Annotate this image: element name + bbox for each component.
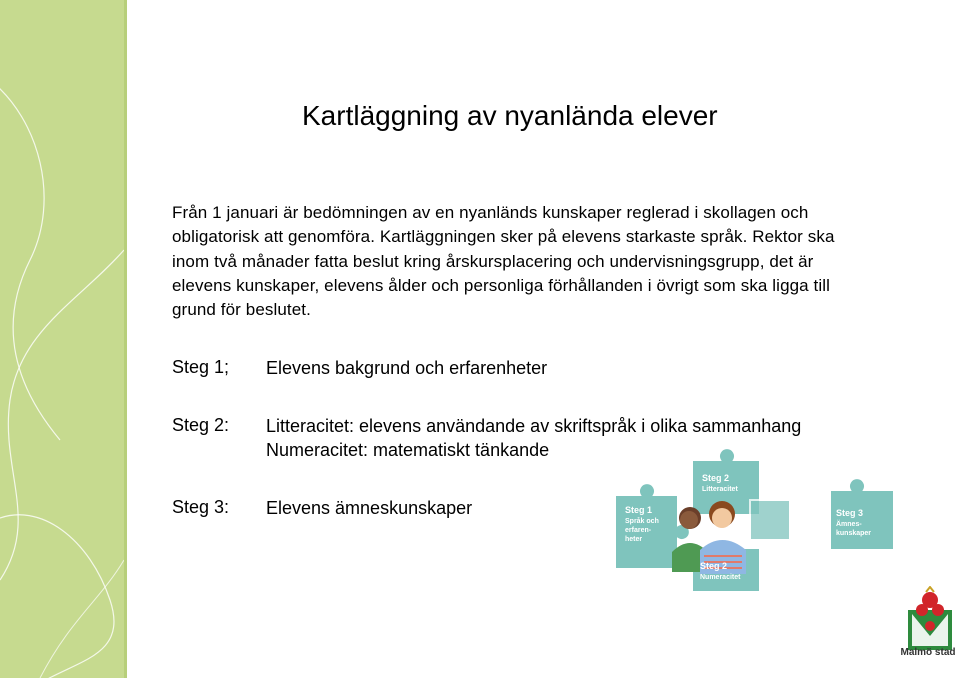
puzzle-illustration bbox=[600, 440, 910, 600]
step-2-label: Steg 2: bbox=[172, 415, 230, 435]
piece4-sub1: Ämnes- bbox=[836, 521, 862, 528]
piece3-title: Steg 2 bbox=[700, 561, 728, 571]
step-2-literacy-text: Litteracitet: elevens användande av skriftspråk i olika sammanhang bbox=[266, 416, 802, 436]
decorative-sidebar bbox=[0, 0, 124, 678]
step-1-text: Elevens bakgrund och erfarenheter bbox=[266, 358, 548, 378]
step-1-label: Steg 1; bbox=[172, 357, 230, 377]
piece4-sub2: kunskaper bbox=[836, 530, 872, 537]
piece1-sub2: erfaren- bbox=[625, 527, 652, 534]
step-3-text: Elevens ämneskunskaper bbox=[266, 498, 473, 518]
puzzle-piece-middle bbox=[750, 500, 790, 540]
sidebar-curves bbox=[0, 0, 124, 678]
piece4-title: Steg 3 bbox=[836, 508, 864, 518]
piece2-sub: Litteracitet bbox=[702, 486, 738, 493]
malmo-stad-logo bbox=[900, 586, 960, 676]
intro-paragraph: Från 1 januari är bedömningen av en nyanländs kunskaper reglerad i skollagen och obligatorisk att genomföra. Kartläggningen sker på elevens starkaste språk. Rektor ska inom två månader fatta beslut kring årskursplacering och undervisningsgrupp, det är elevens kunskaper, elevens ålder och personliga förhållanden i övrigt som ska ligga till grund för beslutet. bbox=[172, 203, 835, 320]
logo-caption: Malmö stad bbox=[900, 647, 956, 658]
step-3-label: Steg 3: bbox=[172, 497, 230, 517]
step-2-numeracy-text: Numeracitet: matematiskt tänkande bbox=[266, 440, 550, 460]
slide-title: Kartläggning av nyanlända elever bbox=[302, 100, 718, 131]
piece1-sub1: Språk och bbox=[625, 518, 659, 525]
piece1-sub3: heter bbox=[625, 536, 643, 543]
piece2-title: Steg 2 bbox=[702, 473, 730, 483]
piece3-sub: Numeracitet bbox=[700, 574, 741, 581]
piece1-title: Steg 1 bbox=[625, 505, 653, 515]
sidebar-divider bbox=[124, 0, 127, 678]
